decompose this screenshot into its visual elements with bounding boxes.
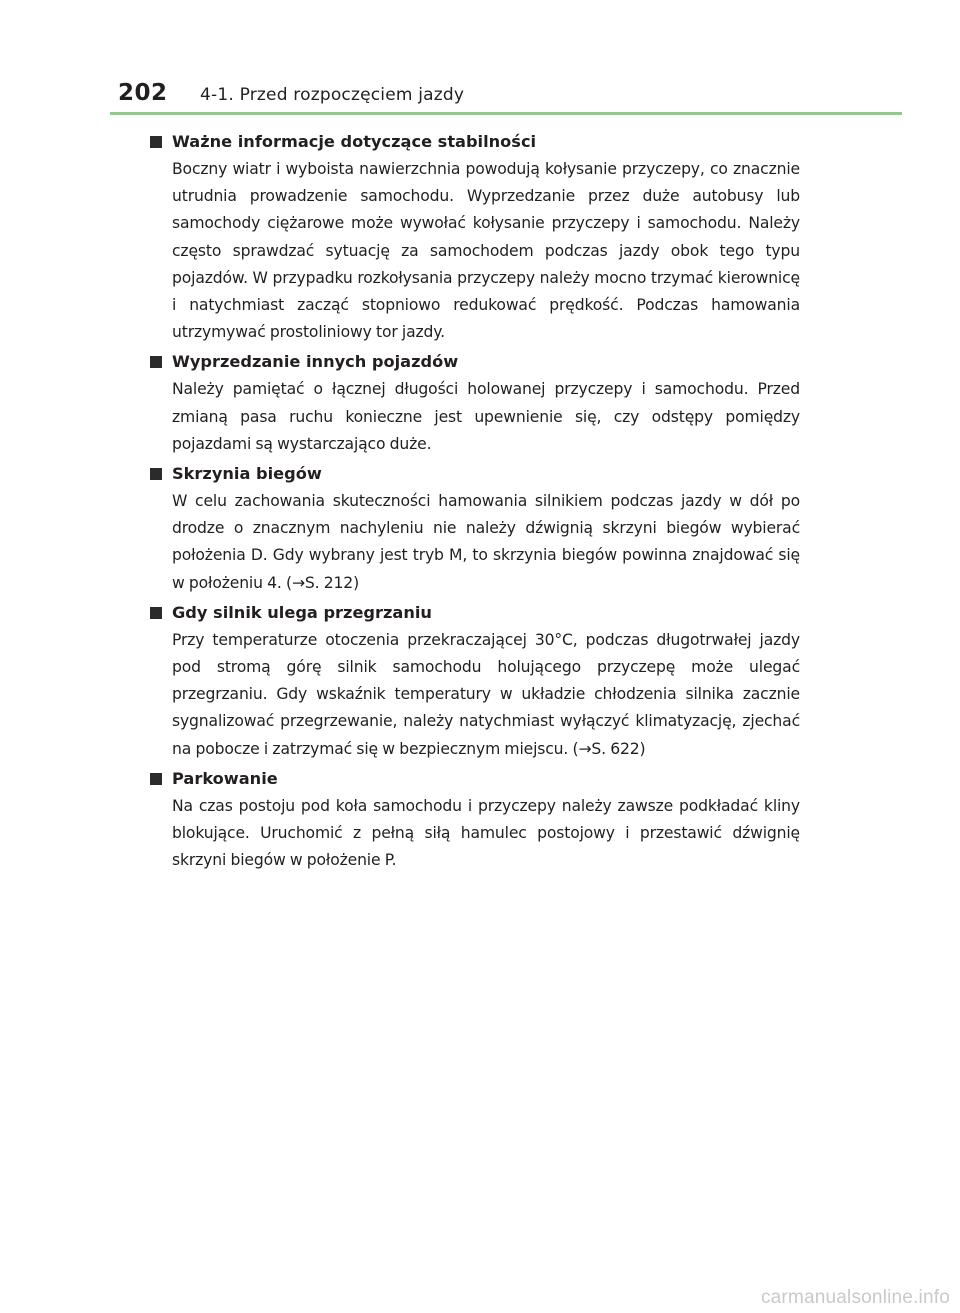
- section-heading: [150, 765, 800, 793]
- page-header: [118, 80, 464, 106]
- section-heading: [150, 599, 800, 627]
- section-heading-text: Ważne informacje dotyczące stabilności: [172, 132, 537, 151]
- section-heading: [150, 460, 800, 488]
- square-bullet-icon: [150, 607, 162, 619]
- square-bullet-icon: [150, 356, 162, 368]
- section-heading: [150, 128, 800, 156]
- page-number: 202: [118, 80, 168, 106]
- section-overheating: [150, 599, 800, 763]
- watermark-link[interactable]: carmanualsonline.info: [760, 1287, 950, 1308]
- section-heading-text: Wyprzedzanie innych pojazdów: [172, 352, 459, 372]
- square-bullet-icon: [150, 773, 162, 785]
- square-bullet-icon: [150, 468, 162, 480]
- section-overtaking: [150, 348, 800, 458]
- section-heading-text: Skrzynia biegów: [172, 464, 322, 484]
- square-bullet-icon: [150, 136, 162, 148]
- section-heading-text: Gdy silnik ulega przegrzaniu: [172, 602, 432, 622]
- section-body: Na czas postoju pod koła samochodu i przyczepy należy zawsze podkładać kliny blokujące. Uruchomić z pełną siłą hamulec postojowy i przestawić dźwignię skrzyni biegów w położenie P.: [172, 796, 800, 870]
- section-body: Boczny wiatr i wyboista nawierzchnia powodują kołysanie przyczepy, co znacznie utrudnia prowadzenie samochodu. Wyprzedzanie przez duże autobusy lub samochody ciężarowe może wywołać kołysanie przyczepy i samochodu. Należy często sprawdzać sytuację za samochodem podczas jazdy obok tego typu pojazdów. W przypadku rozkołysania przyczepy należy mocno trzymać kierownicę i natychmiast zacząć stopniowo redukować prędkość. Podczas hamowania utrzymywać prostoliniowy tor jazdy.: [172, 160, 800, 342]
- section-body: Należy pamiętać o łącznej długości holowanej przyczepy i samochodu. Przed zmianą pasa ruchu konieczne jest upewnienie się, czy odstępy pomiędzy pojazdami są wystarczająco duże.: [172, 380, 800, 453]
- header-divider: [110, 112, 902, 115]
- section-stability: [150, 128, 800, 346]
- page-content: [150, 128, 800, 876]
- section-body: W celu zachowania skuteczności hamowania silnikiem podczas jazdy w dół po drodze o znacznym nachyleniu nie należy dźwignią skrzyni biegów wybierać położenia D. Gdy wybrany jest tryb M, to skrzynia biegów powinna znajdować się w położeniu 4. (→S. 212): [172, 492, 800, 592]
- section-parking: [150, 765, 800, 875]
- section-heading: [150, 348, 800, 376]
- section-heading-text: Parkowanie: [172, 768, 278, 788]
- chapter-title: 4-1. Przed rozpoczęciem jazdy: [200, 85, 465, 105]
- section-transmission: [150, 460, 800, 597]
- section-body: Przy temperaturze otoczenia przekraczającej 30°C, podczas długotrwałej jazdy pod stromą górę silnik samochodu holującego przyczepę może ulegać przegrzaniu. Gdy wskaźnik temperatury w układzie chłodzenia silnika zacznie sygnalizować przegrzewanie, należy natychmiast wyłączyć klimatyzację, zjechać na pobocze i zatrzymać się w bezpiecznym miejscu. (→S. 622): [172, 630, 800, 758]
